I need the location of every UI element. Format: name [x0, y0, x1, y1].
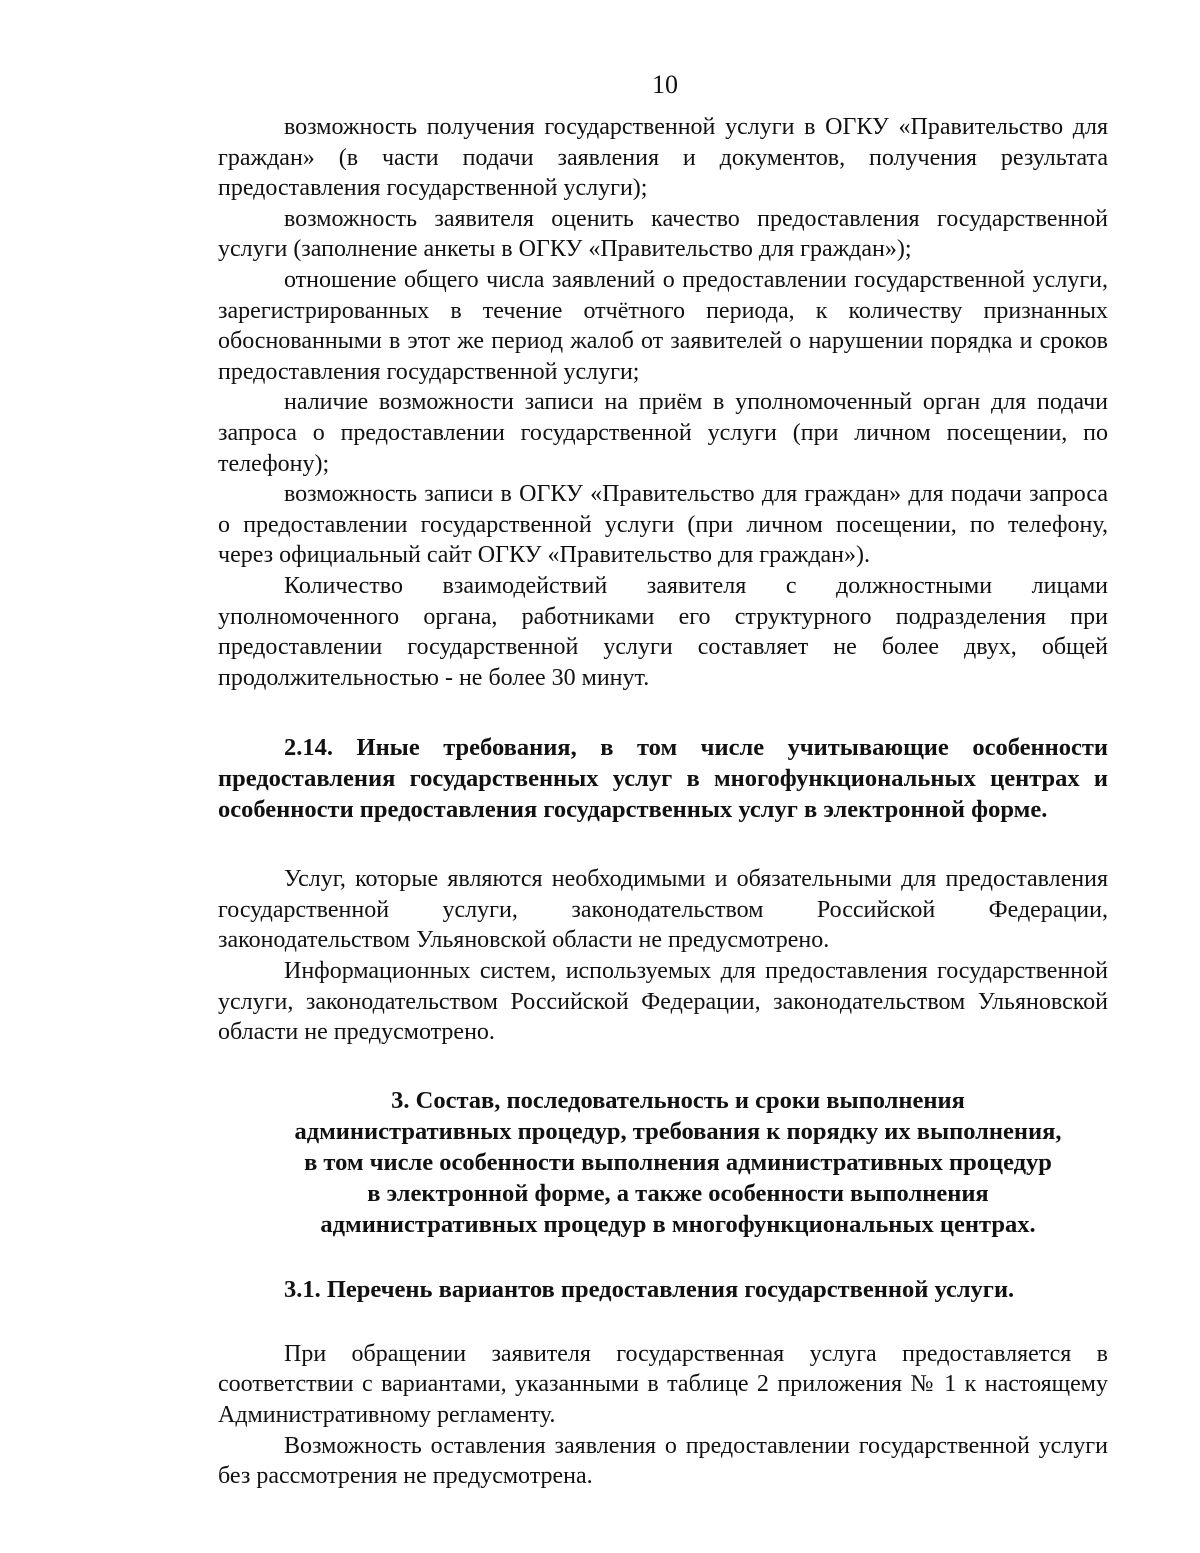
paragraph: При обращении заявителя государственная услуга предоставляется в соответствии с вариантами, указанными в таблице 2 приложения № 1 к настоящему Административному регламенту.: [218, 1340, 1108, 1429]
section-heading-3: [218, 1085, 1108, 1240]
heading-line: в том числе особенности выполнения административных процедур: [304, 1148, 1052, 1176]
spacer: [218, 693, 1108, 732]
paragraph: Количество взаимодействий заявителя с должностными лицами уполномоченного органа, работниками его структурного подразделения при предоставлении государственной услуги составляет не более двух, общей продолжительностью - не более 30 минут.: [218, 572, 1108, 691]
page-number: 10: [652, 70, 678, 99]
section-heading-3-1: 3.1. Перечень вариантов предоставления государственной услуги.: [284, 1275, 1015, 1303]
paragraph: наличие возможности записи на приём в уполномоченный орган для подачи запроса о предоставлении государственной услуги (при личном посещении, по телефону);: [218, 389, 1108, 477]
spacer: [218, 1240, 1108, 1274]
heading-line: в электронной форме, а также особенности выполнения: [367, 1179, 989, 1207]
heading-line: административных процедур в многофункциональных центрах.: [320, 1210, 1036, 1238]
heading-line: административных процедур, требования к порядку их выполнения,: [294, 1117, 1062, 1145]
spacer: [218, 1048, 1108, 1085]
document-body: [218, 112, 1108, 1492]
spacer: [218, 1305, 1108, 1339]
paragraph: возможность получения государственной услуги в ОГКУ «Правительство для граждан» (в части подачи заявления и документов, получения результата предоставления государственной услуги);: [218, 114, 1108, 202]
section-heading-2-14: 2.14. Иные требования, в том числе учитывающие особенности предоставления государственных услуг в многофункциональных центрах и особенности предоставления государственных услуг в электронной форме.: [218, 734, 1108, 824]
heading-line: 3. Состав, последовательность и сроки выполнения: [391, 1086, 965, 1114]
paragraph: отношение общего числа заявлений о предоставлении государственной услуги, зарегистрированных в течение отчётного периода, к количеству признанных обоснованными в этот же период жалоб от заявителей о нарушении порядка и сроков предоставления государственной услуги;: [218, 266, 1108, 385]
paragraph: Информационных систем, используемых для предоставления государственной услуги, законодательством Российской Федерации, законодательством Ульяновской области не предусмотрено.: [218, 958, 1108, 1046]
spacer: [218, 825, 1108, 864]
paragraph: Возможность оставления заявления о предоставлении государственной услуги без рассмотрения не предусмотрена.: [218, 1432, 1108, 1490]
paragraph: возможность записи в ОГКУ «Правительство для граждан» для подачи запроса о предоставлении государственной услуги (при личном посещении, по телефону, через официальный сайт ОГКУ «Правительство для граждан»).: [218, 481, 1108, 569]
paragraph: Услуг, которые являются необходимыми и обязательными для предоставления государственной услуги, законодательством Российской Федерации, законодательством Ульяновской области не предусмотрено.: [218, 866, 1108, 954]
paragraph: возможность заявителя оценить качество предоставления государственной услуги (заполнение анкеты в ОГКУ «Правительство для граждан»);: [218, 205, 1108, 263]
